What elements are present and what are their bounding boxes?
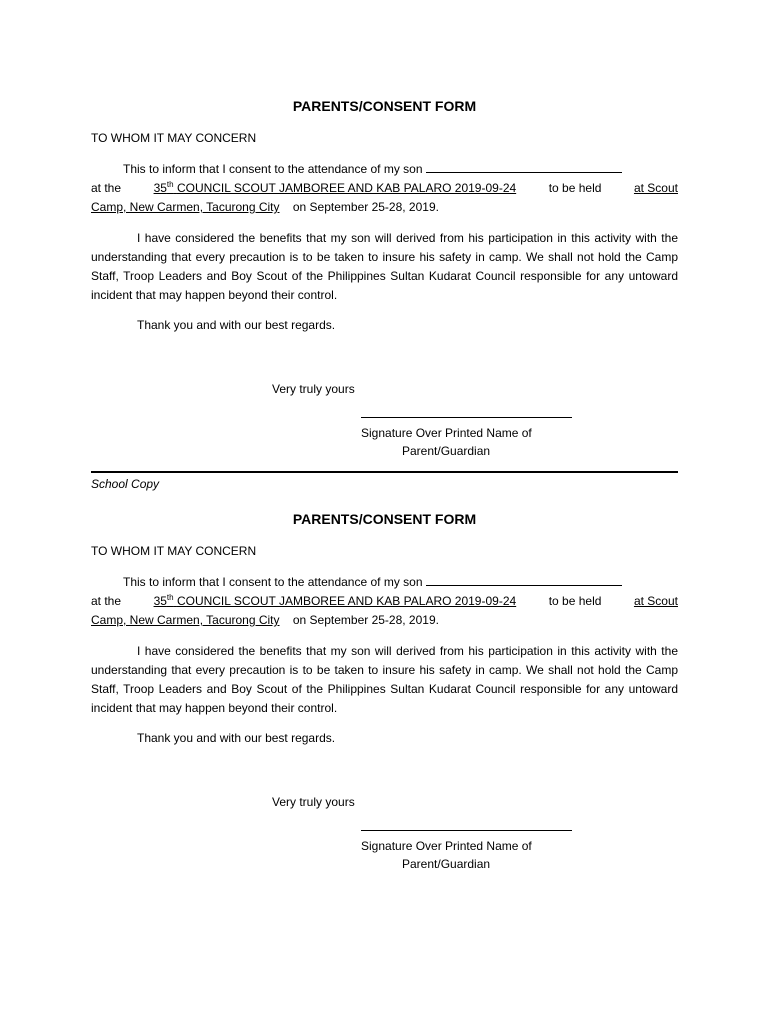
to-be-held-text: to be held bbox=[548, 594, 602, 608]
form-title: PARENTS/CONSENT FORM bbox=[292, 98, 477, 114]
place-part1: at Scout bbox=[633, 181, 678, 195]
thanks-text: Thank you and with our best regards. bbox=[137, 731, 336, 745]
consent-paragraph bbox=[91, 573, 678, 630]
signature-line[interactable] bbox=[361, 417, 572, 418]
son-name-blank[interactable] bbox=[426, 160, 622, 173]
signature-caption: Signature Over Printed Name of bbox=[361, 426, 532, 440]
closing-text: Very truly yours bbox=[272, 382, 355, 396]
salutation: TO WHOM IT MAY CONCERN bbox=[91, 131, 257, 145]
event-number: 35 bbox=[153, 594, 167, 608]
event-number-suffix: th bbox=[166, 180, 174, 189]
event-title: COUNCIL SCOUT JAMBOREE AND KAB PALARO 2019-09-24 bbox=[176, 594, 517, 608]
thanks-text: Thank you and with our best regards. bbox=[137, 318, 336, 332]
place-part1: at Scout bbox=[633, 594, 678, 608]
event-name bbox=[154, 179, 517, 198]
event-name bbox=[154, 592, 517, 611]
consent-form-1 bbox=[91, 96, 678, 460]
to-be-held-text: to be held bbox=[548, 181, 602, 195]
son-name-blank[interactable] bbox=[426, 573, 622, 586]
signature-role: Parent/Guardian bbox=[402, 444, 491, 458]
cut-divider bbox=[91, 471, 678, 473]
consent-paragraph bbox=[91, 160, 678, 217]
place-part2: Camp, New Carmen, Tacurong City bbox=[91, 200, 280, 214]
benefits-paragraph bbox=[91, 229, 678, 305]
benefits-paragraph bbox=[91, 642, 678, 718]
event-number: 35 bbox=[153, 181, 167, 195]
school-copy-label: School Copy bbox=[91, 477, 160, 491]
at-the-text: at the bbox=[91, 594, 122, 608]
signature-role: Parent/Guardian bbox=[402, 857, 491, 871]
place-part2: Camp, New Carmen, Tacurong City bbox=[91, 613, 280, 627]
signature-caption: Signature Over Printed Name of bbox=[361, 839, 532, 853]
salutation: TO WHOM IT MAY CONCERN bbox=[91, 544, 257, 558]
form-title: PARENTS/CONSENT FORM bbox=[292, 511, 477, 527]
signature-line[interactable] bbox=[361, 830, 572, 831]
consent-form-2 bbox=[91, 509, 678, 873]
event-dates: on September 25-28, 2019. bbox=[292, 200, 439, 214]
event-title: COUNCIL SCOUT JAMBOREE AND KAB PALARO 2019-09-24 bbox=[176, 181, 517, 195]
consent-intro: This to inform that I consent to the attendance of my son bbox=[123, 162, 423, 176]
at-the-text: at the bbox=[91, 181, 122, 195]
consent-intro: This to inform that I consent to the attendance of my son bbox=[123, 575, 423, 589]
benefits-text: I have considered the benefits that my son will derived from his participation in this activity with the understanding that every precaution is to be taken to insure his safety in camp. We shall not hold the Camp Staff, Troop Leaders and Boy Scout of the Philippines Sultan Kudarat Council responsible for any untoward incident that may happen beyond their control. bbox=[91, 644, 678, 715]
benefits-text: I have considered the benefits that my son will derived from his participation in this activity with the understanding that every precaution is to be taken to insure his safety in camp. We shall not hold the Camp Staff, Troop Leaders and Boy Scout of the Philippines Sultan Kudarat Council responsible for any untoward incident that may happen beyond their control. bbox=[91, 231, 678, 302]
event-number-suffix: th bbox=[166, 593, 174, 602]
event-dates: on September 25-28, 2019. bbox=[292, 613, 439, 627]
closing-text: Very truly yours bbox=[272, 795, 355, 809]
